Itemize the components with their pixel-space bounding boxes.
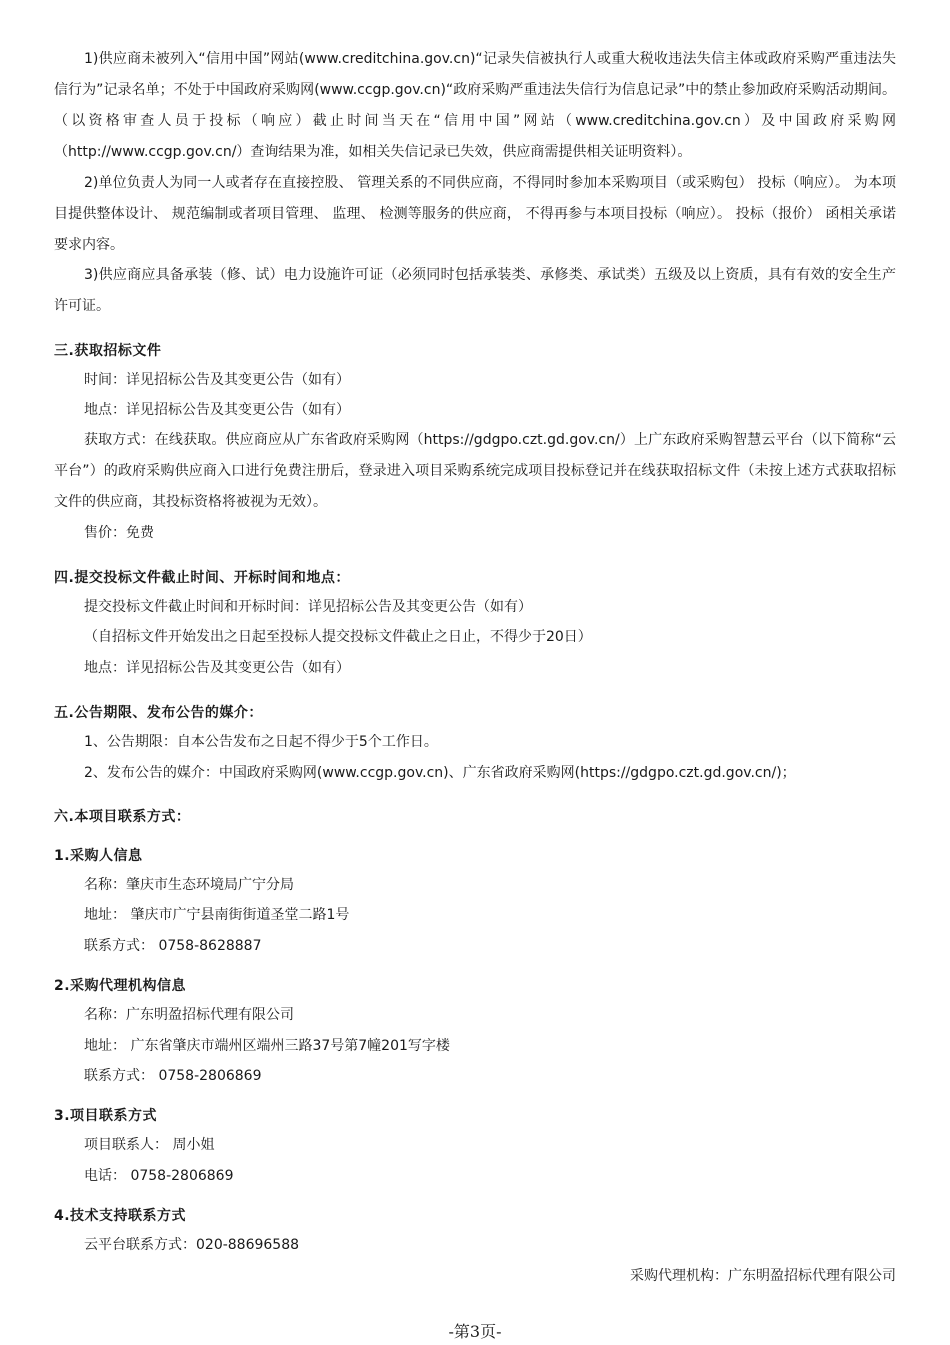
requirement-2: 2)单位负责人为同一人或者存在直接控股、 管理关系的不同供应商，不得同时参加本采购项目（或采购包） 投标（响应）。 为本项目提供整体设计、 规范编制或者项目管理、 监理、 检测等服务的供应商， 不得再参与本项目投标（响应）。 投标（报价） 函相关承诺要求内容。 (54, 175, 896, 253)
purchaser-name: 名称：肇庆市生态环境局广宁分局 (84, 877, 294, 893)
section-5-item-1: 1、公告期限：自本公告发布之日起不得少于5个工作日。 (84, 734, 438, 750)
section-4-place: 地点：详见招标公告及其变更公告（如有） (84, 660, 350, 676)
section-6-title: 六.本项目联系方式： (54, 809, 191, 825)
section-5-item-2: 2、发布公告的媒介：中国政府采购网(www.ccgp.gov.cn)、广东省政府采购网(https://gdgpo.czt.gd.gov.cn/)； (84, 765, 796, 781)
section-3-method: 获取方式：在线获取。供应商应从广东省政府采购网（https://gdgpo.czt.gd.gov.cn/）上广东政府采购智慧云平台（以下简称“云平台”）的政府采购供应商入口进行免费注册后，登录进入项目采购系统完成项目投标登记并在线获取招标文件（未按上述方式获取招标文件的供应商，其投标资格将被视为无效）。 (54, 432, 896, 510)
purchaser-address: 地址： 肇庆市广宁县南街街道圣堂二路1号 (84, 907, 350, 923)
section-4-deadline: 提交投标文件截止时间和开标时间：详见招标公告及其变更公告（如有） (84, 599, 532, 615)
section-3-place: 地点：详见招标公告及其变更公告（如有） (84, 402, 350, 418)
agency-contact: 联系方式： 0758-2806869 (84, 1068, 262, 1084)
section-4-note: （自招标文件开始发出之日起至投标人提交投标文件截止之日止，不得少于20日） (84, 629, 592, 645)
section-3-title: 三.获取招标文件 (54, 343, 162, 359)
agency-title: 2.采购代理机构信息 (54, 978, 187, 994)
purchaser-title: 1.采购人信息 (54, 848, 143, 864)
project-contact-title: 3.项目联系方式 (54, 1108, 158, 1124)
tech-support-title: 4.技术支持联系方式 (54, 1208, 187, 1224)
project-contact-person: 项目联系人： 周小姐 (84, 1137, 215, 1153)
page-number: -第3页- (448, 1322, 502, 1341)
agency-address: 地址： 广东省肇庆市端州区端州三路37号第7幢201写字楼 (84, 1038, 450, 1054)
agency-name: 名称：广东明盈招标代理有限公司 (84, 1007, 294, 1023)
project-contact-phone: 电话： 0758-2806869 (84, 1168, 234, 1184)
requirement-3: 3)供应商应具备承装（修、试）电力设施许可证（必须同时包括承装类、承修类、承试类）五级及以上资质，具有有效的安全生产许可证。 (54, 267, 896, 314)
section-3-price: 售价：免费 (84, 525, 154, 541)
section-4-title: 四.提交投标文件截止时间、开标时间和地点： (54, 570, 350, 586)
purchaser-contact: 联系方式： 0758-8628887 (84, 938, 262, 954)
section-3-time: 时间：详见招标公告及其变更公告（如有） (84, 372, 350, 388)
tech-support-contact: 云平台联系方式：020-88696588 (84, 1237, 300, 1253)
requirement-1: 1)供应商未被列入“信用中国”网站(www.creditchina.gov.cn)“记录失信被执行人或重大税收违法失信主体或政府采购严重违法失信行为”记录名单；不处于中国政府采购网(www.ccgp.gov.cn)“政府采购严重违法失信行为信息记录”中的禁止参加政府采购活动期间。（以资格审查人员于投标（响应）截止时间当天在“信用中国”网站（www.creditchina.gov.cn）及中国政府采购网（http://www.ccgp.gov.cn/）查询结果为准，如相关失信记录已失效，供应商需提供相关证明资料）。 (54, 51, 896, 160)
agency-signature: 采购代理机构：广东明盈招标代理有限公司 (630, 1268, 896, 1284)
section-5-title: 五.公告期限、发布公告的媒介： (54, 705, 263, 721)
